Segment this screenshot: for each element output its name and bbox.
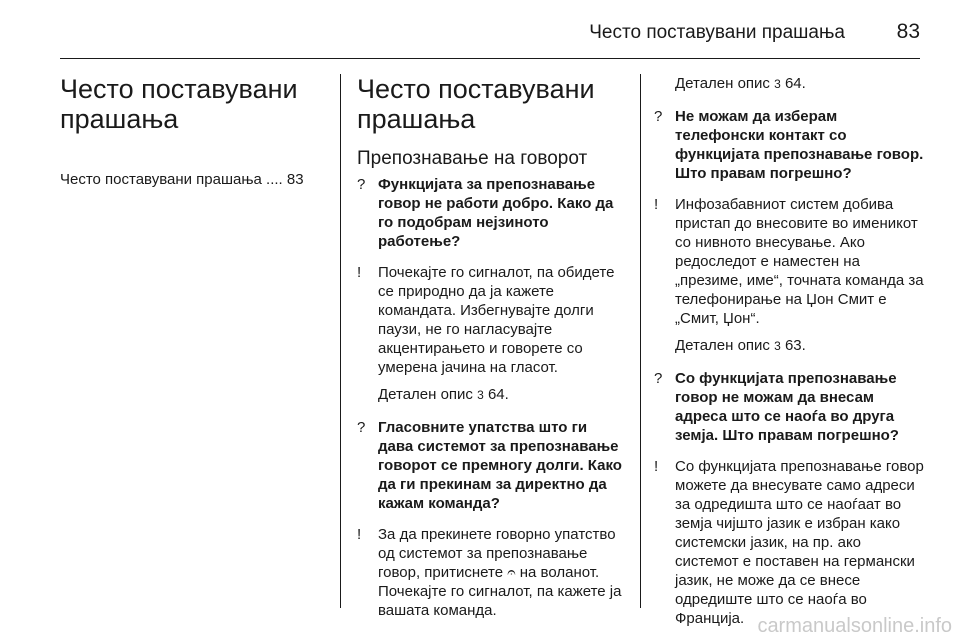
column-divider xyxy=(340,74,341,608)
toc-entry-text: Често поставувани прашања xyxy=(60,171,262,188)
question-icon: ? xyxy=(357,176,366,193)
question-1 xyxy=(357,175,625,251)
answer-icon: ! xyxy=(654,458,659,475)
reference-text: Детален опис xyxy=(378,386,473,403)
arrow-icon: 3 xyxy=(477,388,484,402)
reference-page: 64. xyxy=(487,386,509,403)
header-title: Често поставувани прашања xyxy=(589,22,845,43)
answer-text: Со функцијата препознавање говор можете да внесувате само адреси за одредишта што се наоѓаат во земја чијшто јазик е избран како системски јазик, на пр. ако системот е поставен на германски јазик, не може да се внесе одредиште што се наоѓа во Франција. xyxy=(675,458,924,627)
column-divider xyxy=(640,74,641,608)
arrow-icon: 3 xyxy=(774,77,781,91)
question-2 xyxy=(357,418,625,513)
question-icon: ? xyxy=(357,419,366,436)
question-4 xyxy=(654,369,924,445)
answer-3 xyxy=(654,195,924,328)
question-text: Гласовните упатства што ги дава системот за препознавање говорот се премногу долги. Како да ги прекинам за директно да кажам команда? xyxy=(378,419,622,512)
reference-text: Детален опис xyxy=(675,337,770,354)
answer-icon: ! xyxy=(357,264,362,281)
reference-0[interactable] xyxy=(654,74,924,94)
section-title: Често поставувани прашања xyxy=(357,74,595,134)
answer-icon: ! xyxy=(654,196,659,213)
question-text: Функцијата за препознавање говор не работи добро. Како да го подобрам нејзиното работење? xyxy=(378,176,614,250)
answer-text-part2: на воланот. Почекајте го сигналот, па кажете ја вашата команда. xyxy=(378,564,622,619)
page-number: 83 xyxy=(896,20,920,43)
watermark: carmanualsonline.info xyxy=(757,615,952,637)
reference-page: 64. xyxy=(784,75,806,92)
answer-1 xyxy=(357,263,625,377)
reference-text: Детален опис xyxy=(675,75,770,92)
toc-entry-page: 83 xyxy=(286,171,304,188)
question-icon: ? xyxy=(654,108,663,125)
subsection-title: Препознавање на говорот xyxy=(357,148,588,169)
answer-icon: ! xyxy=(357,526,362,543)
page-header xyxy=(0,0,960,64)
reference-1[interactable] xyxy=(357,385,625,405)
answer-text-part1: За да прекинете говорно упатство од системот за препознавање говор, притиснете xyxy=(378,526,616,581)
header-rule xyxy=(60,58,920,59)
answer-2 xyxy=(357,525,625,620)
answer-text: Инфозабавниот систем добива пристап до внесовите во именикот со нивното внесување. Ако редоследот е наместен на „презиме, име“, точната команда за телефонирање на Џон Смит е „Смит, Џон“. xyxy=(675,196,924,327)
voice-control-icon: 𝄐 xyxy=(507,564,516,581)
question-text: Не можам да изберам телефонски контакт со функцијата препознавање говор. Што правам погрешно? xyxy=(675,108,924,182)
answer-4 xyxy=(654,457,924,628)
toc-column xyxy=(60,74,330,189)
toc-entry[interactable]: Често поставувани прашања .... 83 xyxy=(60,171,304,188)
toc-heading: Често поставувани прашања xyxy=(60,74,298,134)
reference-page: 63. xyxy=(784,337,806,354)
question-text: Со функцијата препознавање говор не можам да внесам адреса што се наоѓа во друга земја. Што правам погрешно? xyxy=(675,370,899,444)
content-column-1 xyxy=(357,74,625,628)
answer-text: Почекајте го сигналот, па обидете се природно да ја кажете командата. Избегнувајте долги паузи, не го нагласувајте акцентирањето и говорете со умерена јачина на гласот. xyxy=(378,264,615,376)
question-icon: ? xyxy=(654,370,663,387)
content-column-2 xyxy=(654,74,924,636)
arrow-icon: 3 xyxy=(774,339,781,353)
question-3 xyxy=(654,107,924,183)
reference-3[interactable] xyxy=(654,336,924,356)
